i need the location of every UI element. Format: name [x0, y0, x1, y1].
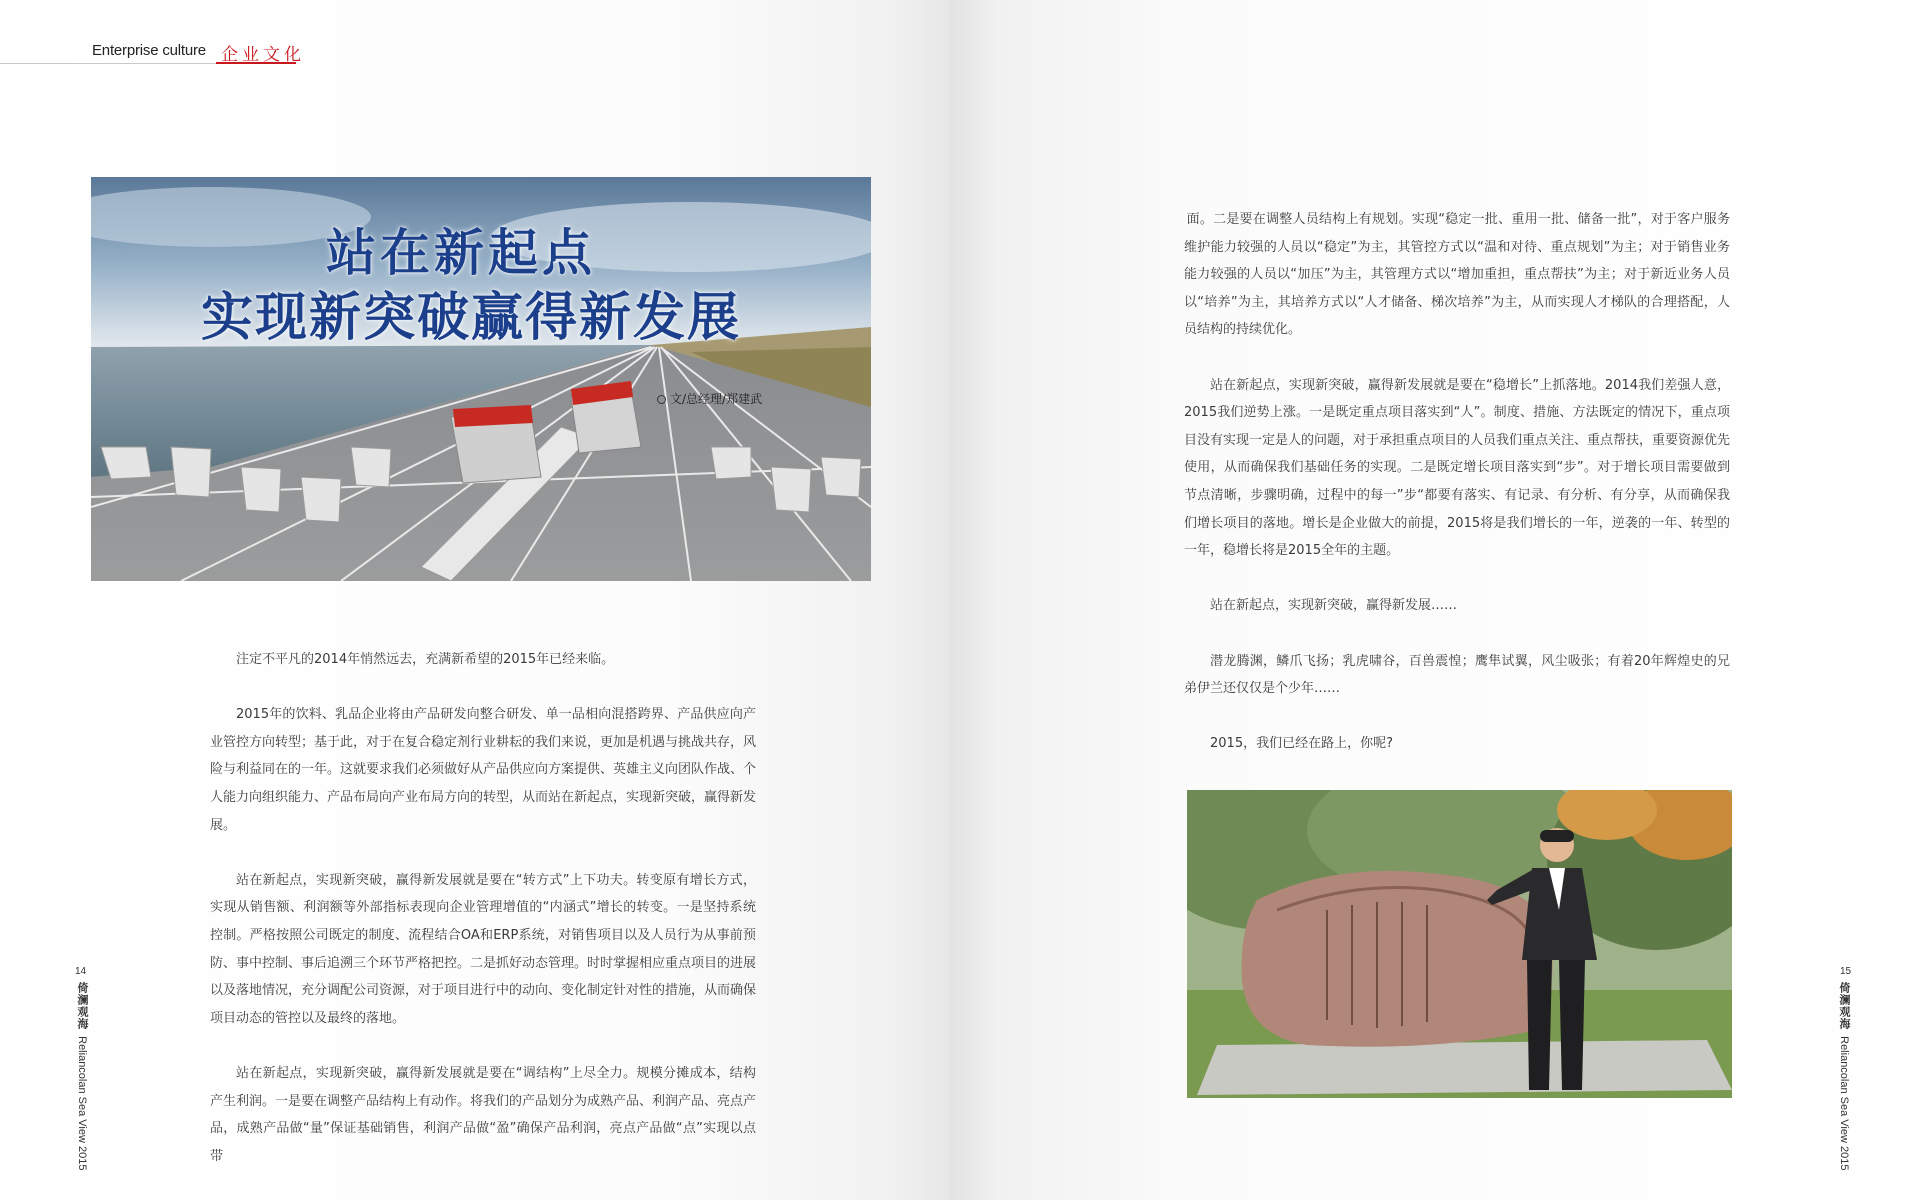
photo-executive-with-stone [1187, 790, 1732, 1098]
paragraph: 站在新起点，实现新突破，赢得新发展就是要在“转方式”上下功夫。转变原有增长方式，实现从销售额、利润额等外部指标表现向企业管理增值的“内涵式”增长的转变。一是坚持系统控制。严格按照公司既定的制度、流程结合OA和ERP系统，对销售项目以及人员行为从事前预防、事中控制、事后追溯三个环节严格把控。二是抓好动态管理。时时掌握相应重点项目的进展以及落地情况，充分调配公司资源，对于项目进行中的动向、变化制定针对性的措施，从而确保项目动态的管控以及最终的落地。 [210, 872, 757, 1026]
page-number-left: 14 [75, 966, 87, 977]
spine-title-cn: 倚澜观海 [76, 982, 88, 1030]
banner-title-line2: 实现新突破赢得新发展 [200, 287, 741, 348]
left-article-column [210, 646, 756, 1198]
photo-illustration [1187, 790, 1732, 1098]
spine-label-right [1836, 982, 1852, 1170]
section-title-cn: 企业文化 [221, 45, 305, 65]
banner-author [657, 390, 762, 407]
paragraph: 2015年的饮料、乳品企业将由产品研发向整合研发、单一品相向混搭跨界、产品供应向产业管控方向转型；基于此，对于在复合稳定剂行业耕耘的我们来说，更加是机遇与挑战共存，风险与利益同在的一年。这就要求我们必须做好从产品供应向方案提供、英雄主义向团队作战、个人能力向组织能力、产品布局向产业布局方向的转型，从而站在新起点，实现新突破，赢得新发展。 [210, 707, 757, 833]
page-number-right: 15 [1840, 966, 1852, 977]
right-article-column [1184, 206, 1730, 785]
left-page [0, 0, 950, 1200]
paragraph: 面。二是要在调整人员结构上有规划。实现“稳定一批、重用一批、储备一批”，对于客户服务维护能力较强的人员以“稳定”为主，其管控方式以“温和对待、重点规划”为主；对于销售业务能力较强的人员以“加压”为主，其管理方式以“增加重担，重点帮扶”为主；对于新近业务人员以“培养”为主，其培养方式以“人才储备、梯次培养”为主，从而实现人才梯队的合理搭配，人员结构的持续优化。 [1184, 212, 1730, 338]
author-text: 文/总经理/郑建武 [670, 392, 763, 406]
paragraph: 站在新起点，实现新突破，赢得新发展就是要在“调结构”上尽全力。规模分摊成本，结构产生利润。一是要在调整产品结构上有动作。将我们的产品划分为成熟产品、利润产品、亮点产品，成熟产品做“量”保证基础销售，利润产品做“盈”确保产品利润，亮点产品做“点”实现以点带 [210, 1065, 757, 1164]
spine-label-left [74, 982, 90, 1170]
spine-title-en: Reliancolan Sea View 2015 [1838, 1036, 1850, 1171]
paragraph: 站在新起点，实现新突破，赢得新发展就是要在“稳增长”上抓落地。2014我们差强人意，2015我们逆势上涨。一是既定重点项目落实到“人”。制度、措施、方法既定的情况下，重点项目没有实现一定是人的问题，对于承担重点项目的人员我们重点关注、重点帮扶，重要资源优先使用，从而确保我们基础任务的实现。二是既定增长项目落实到“步”。对于增长项目需要做到节点清晰，步骤明确，过程中的每一”步“都要有落实、有记录、有分析、有分享，从而确保我们增长项目的落地。增长是企业做大的前提，2015将是我们增长的一年，逆袭的一年、转型的一年，稳增长将是2015全年的主题。 [1184, 377, 1731, 559]
banner-title-line1: 站在新起点 [326, 223, 596, 282]
paragraph: 站在新起点，实现新突破，赢得新发展…… [1210, 598, 1458, 614]
banner-image [91, 177, 871, 581]
spine-title-cn: 倚澜观海 [1838, 982, 1850, 1030]
section-title-en: Enterprise culture [92, 42, 206, 59]
spine-title-en: Reliancolan Sea View 2015 [76, 1036, 88, 1171]
paragraph: 2015，我们已经在路上，你呢? [1210, 736, 1393, 752]
bullet-icon [657, 395, 666, 404]
paragraph: 潜龙腾渊，鳞爪飞扬；乳虎啸谷，百兽震惶；鹰隼试翼，风尘吸张；有着20年辉煌史的兄弟伊兰还仅仅是个少年…… [1184, 653, 1730, 697]
paragraph: 注定不平凡的2014年悄然远去，充满新希望的2015年已经来临。 [236, 652, 615, 667]
